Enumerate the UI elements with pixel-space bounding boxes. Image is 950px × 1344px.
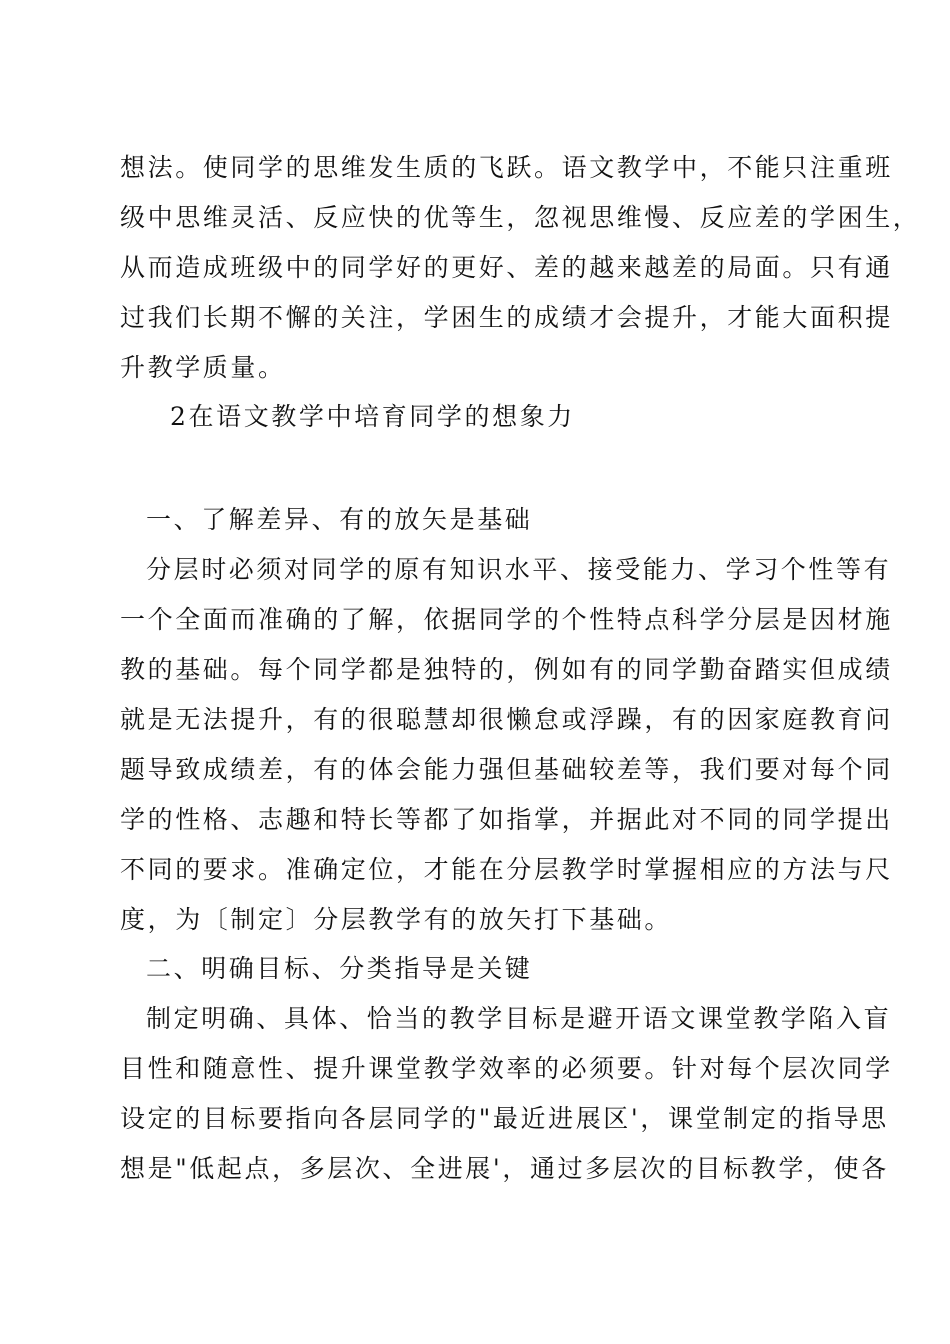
section-title: 2在语文教学中培育同学的想象力 bbox=[170, 402, 575, 431]
paragraph-2-line-6: 学的性格、志趣和特长等都了如指掌，并据此对不同的同学提出 bbox=[120, 805, 893, 834]
paragraph-3-line-2: 目性和随意性、提升课堂教学效率的必须要。针对每个层次同学 bbox=[120, 1054, 893, 1083]
paragraph-1-line-4: 过我们长期不懈的关注，学困生的成绩才会提升，才能大面积提 bbox=[120, 303, 893, 332]
paragraph-2-line-8: 度，为〔制定〕分层教学有的放矢打下基础。 bbox=[120, 905, 673, 934]
paragraph-1-line-3: 从而造成班级中的同学好的更好、差的越来越差的局面。只有通 bbox=[120, 253, 893, 282]
paragraph-3-line-3: 设定的目标要指向各层同学的"最近进展区'，课堂制定的指导思 bbox=[120, 1104, 889, 1133]
paragraph-3-line-1: 制定明确、具体、恰当的教学目标是避开语文课堂教学陷入盲 bbox=[146, 1004, 892, 1033]
paragraph-3-line-4: 想是"低起点，多层次、全进展'，通过多层次的目标教学，使各 bbox=[120, 1154, 889, 1183]
section-2-heading: 二、明确目标、分类指导是关键 bbox=[146, 954, 533, 983]
paragraph-2-line-1: 分层时必须对同学的原有知识水平、接受能力、学习个性等有 bbox=[146, 555, 892, 584]
paragraph-2-line-2: 一个全面而准确的了解，依据同学的个性特点科学分层是因材施 bbox=[120, 605, 893, 634]
paragraph-1-line-2: 级中思维灵活、反应快的优等生，忽视思维慢、反应差的学困生， bbox=[120, 203, 921, 232]
paragraph-2-line-4: 就是无法提升，有的很聪慧却很懒怠或浮躁，有的因家庭教育问 bbox=[120, 705, 893, 734]
paragraph-1-line-1: 想法。使同学的思维发生质的飞跃。语文教学中，不能只注重班 bbox=[120, 153, 893, 182]
paragraph-1-line-5: 升教学质量。 bbox=[120, 353, 286, 382]
paragraph-2-line-7: 不同的要求。准确定位，才能在分层教学时掌握相应的方法与尺 bbox=[120, 855, 893, 884]
section-1-heading: 一、了解差异、有的放矢是基础 bbox=[146, 505, 533, 534]
paragraph-2-line-3: 教的基础。每个同学都是独特的，例如有的同学勤奋踏实但成绩 bbox=[120, 655, 893, 684]
paragraph-2-line-5: 题导致成绩差，有的体会能力强但基础较差等，我们要对每个同 bbox=[120, 755, 893, 784]
